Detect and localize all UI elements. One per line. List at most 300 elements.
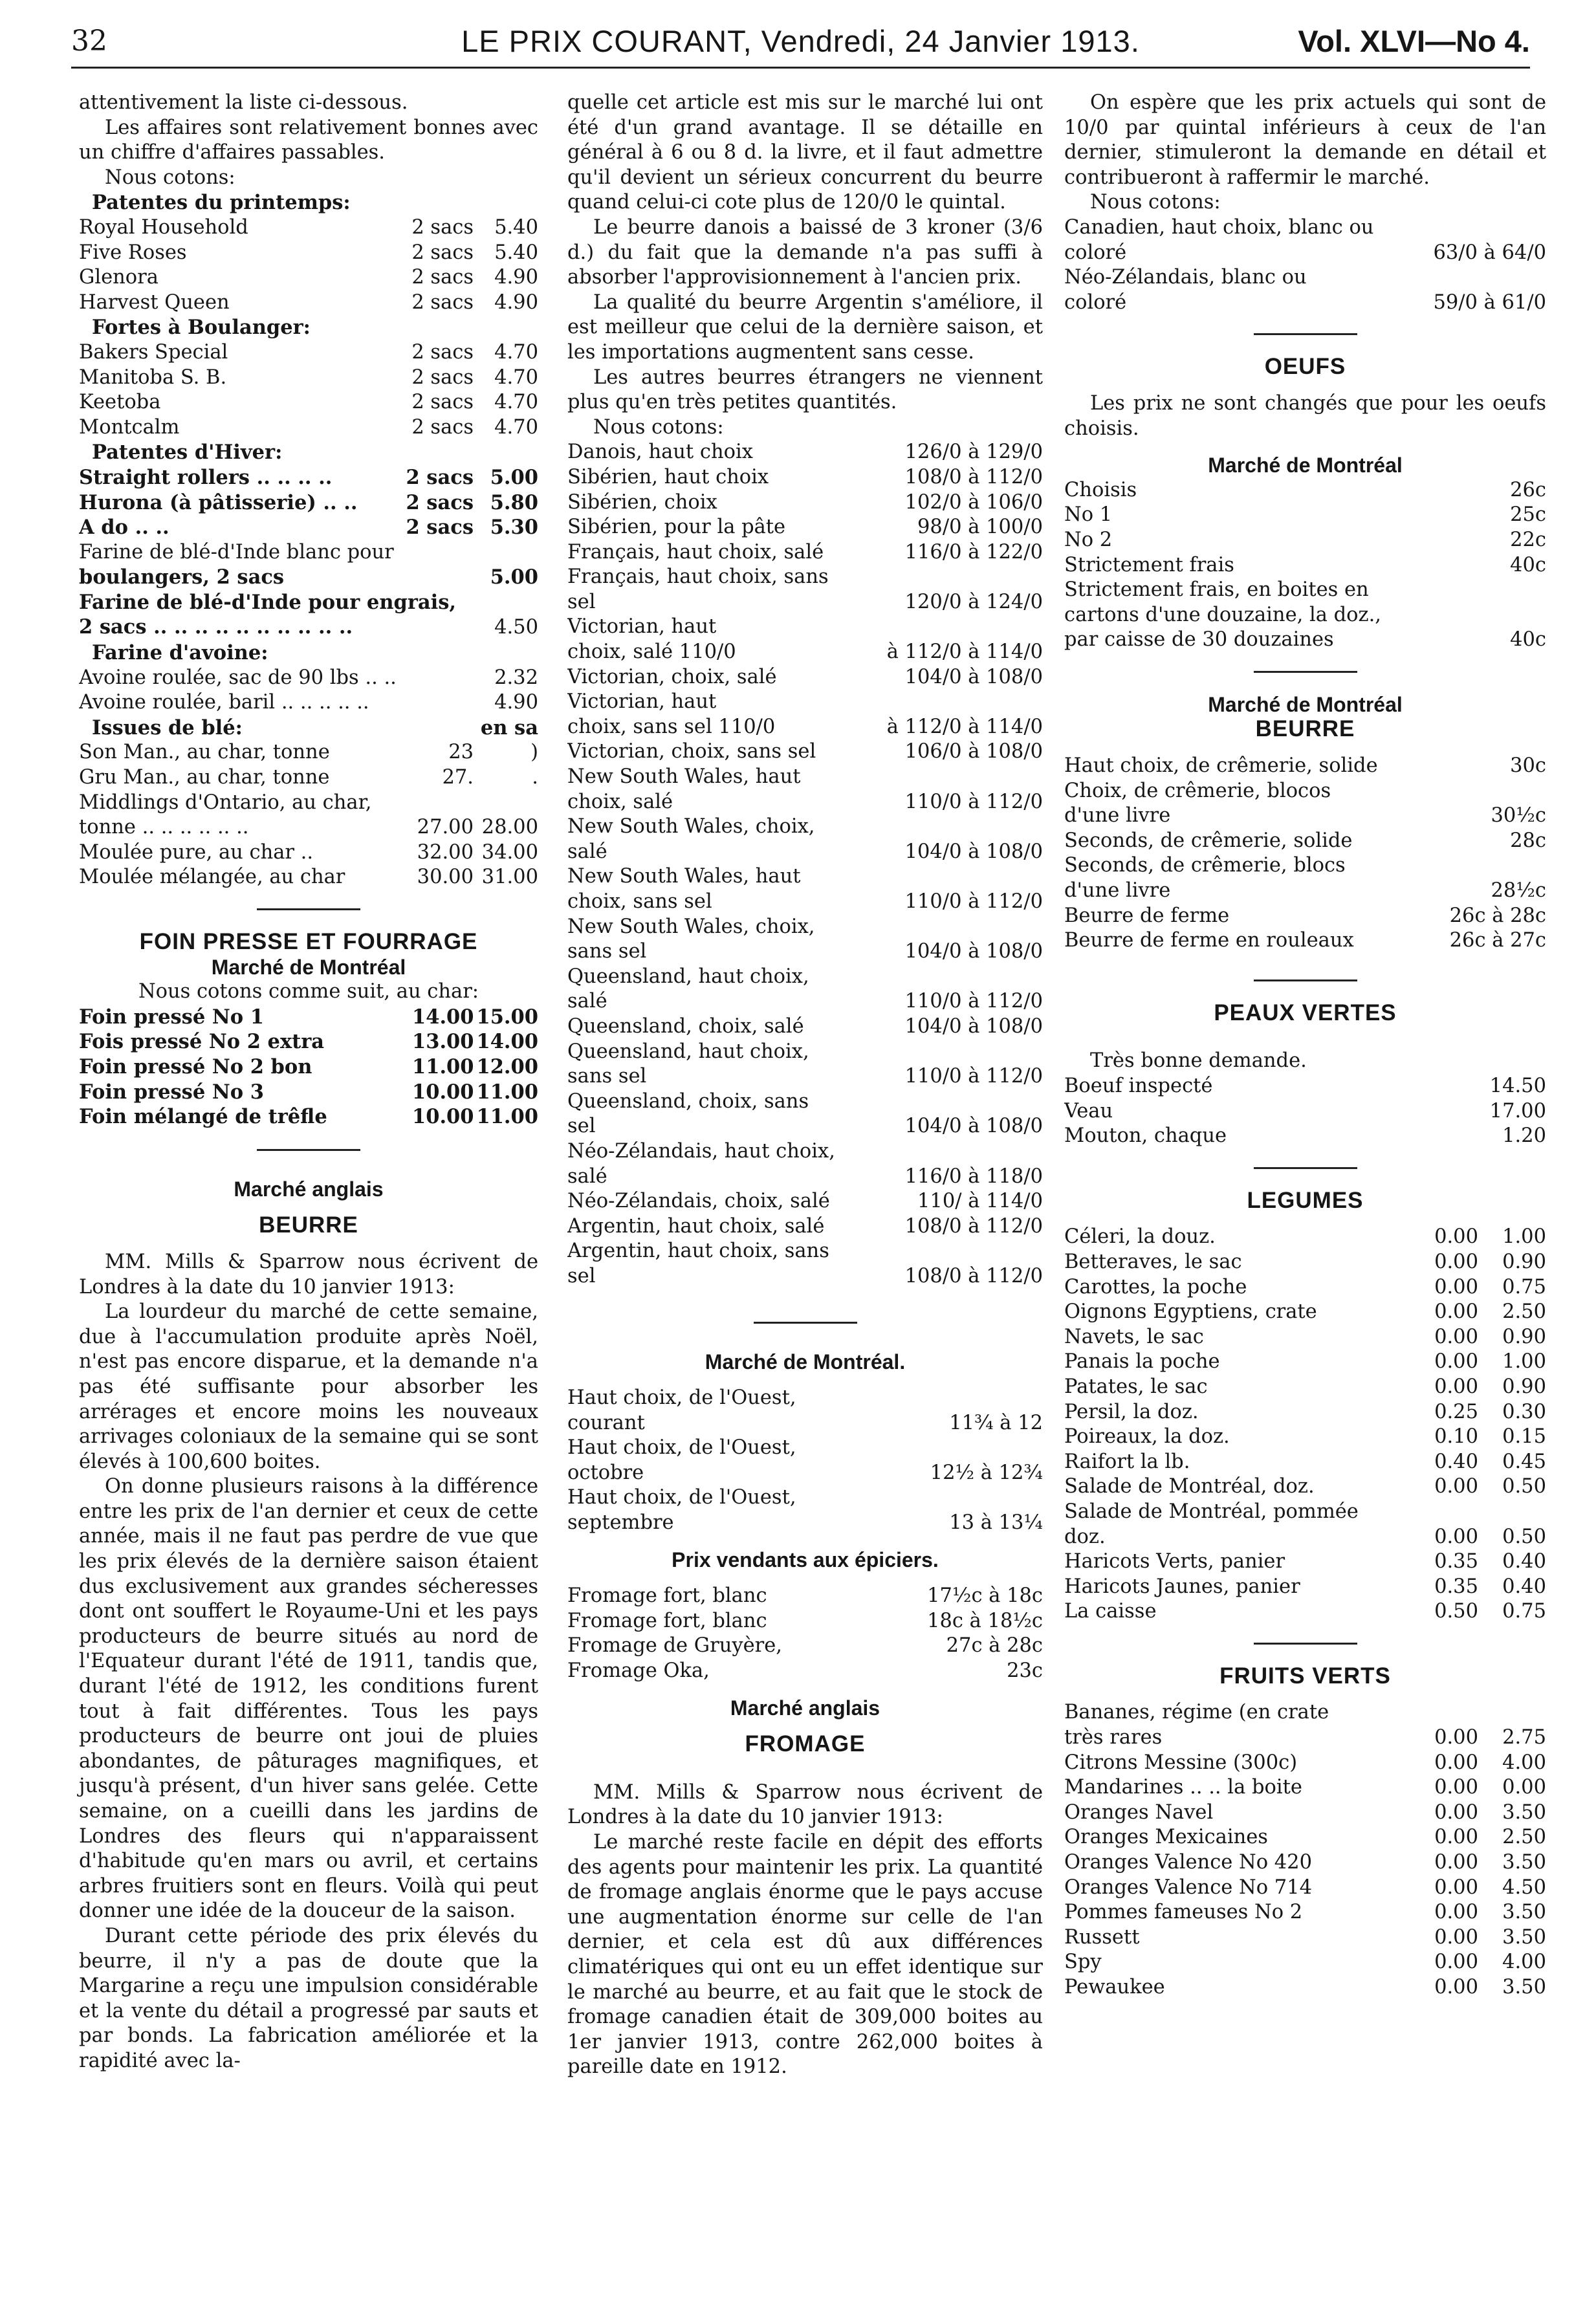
item-name: Avoine roulée, sac de 90 lbs .. .. [79, 666, 397, 689]
column-1 [79, 91, 538, 2074]
item-name: Five Roses [79, 241, 187, 264]
bran-price-list [79, 740, 538, 890]
list-item [1064, 1099, 1546, 1124]
item-price: 4.70 [494, 340, 538, 364]
item-name: Boeuf inspecté [1064, 1075, 1213, 1097]
list-item [567, 989, 1043, 1014]
item-price-low: 0.00 [1434, 1525, 1478, 1548]
item-price-high: 0.00 [1502, 1776, 1546, 1799]
newspaper-title: LE PRIX COURANT, Vendredi, 24 Janvier 1913. [461, 24, 1140, 58]
item-price-low: 0.00 [1434, 1350, 1478, 1373]
list-item [1064, 241, 1546, 266]
list-item [79, 366, 538, 391]
item-name: Salade de Montréal, pommée [1064, 1500, 1359, 1523]
section-heading: FRUITS VERTS [1219, 1663, 1391, 1689]
item-name: Victorian, haut [567, 615, 717, 639]
item-name: Patates, le sac [1064, 1375, 1208, 1398]
item-name: Pewaukee [1064, 1976, 1165, 1998]
list-item [1064, 1350, 1546, 1375]
list-item [1064, 1950, 1546, 1975]
item-name: salé [567, 840, 607, 863]
item-price-low: 30.00 [417, 866, 474, 889]
column-3 [1064, 91, 1546, 2000]
item-price: 40c [1510, 628, 1546, 651]
list-item [1064, 1575, 1546, 1600]
item-name: Keetoba [79, 391, 161, 414]
item-price: 26c à 28c [1449, 904, 1546, 927]
item-price: 26c à 27c [1449, 929, 1546, 952]
list-item [1064, 1500, 1546, 1525]
item-price-high: 0.40 [1502, 1550, 1546, 1573]
divider [257, 1149, 360, 1151]
item-name: Fromage fort, blanc [567, 1609, 767, 1632]
item-price: 5.00 [490, 465, 538, 489]
item-name: Carottes, la poche [1064, 1275, 1247, 1298]
item-price-high: 0.90 [1502, 1250, 1546, 1273]
item-name: Son Man., au char, tonne [79, 741, 330, 764]
item-price: 110/0 à 112/0 [904, 990, 1043, 1013]
item-price: 13 à 13¼ [949, 1511, 1043, 1535]
item-price-low: 0.00 [1434, 1800, 1478, 1824]
item-price-low: 0.50 [1434, 1600, 1478, 1623]
item-name: Haricots Jaunes, panier [1064, 1575, 1300, 1598]
list-item [567, 715, 1043, 740]
list-item [567, 440, 1043, 465]
item-name: courant [567, 1411, 645, 1434]
item-price-low: 10.00 [412, 1105, 474, 1129]
list-item [1064, 1225, 1546, 1250]
item-name: Manitoba S. B. [79, 366, 227, 389]
item-quantity: 2 sacs [411, 340, 474, 364]
list-item [1064, 1725, 1546, 1751]
item-name: Foin pressé No 2 bon [79, 1055, 312, 1078]
item-name: Oranges Valence No 420 [1064, 1851, 1312, 1874]
item-price: 23c [1007, 1659, 1043, 1683]
item-price-low: 27. [442, 766, 474, 789]
section-heading: FROMAGE [745, 1731, 866, 1757]
list-item [1064, 928, 1546, 954]
list-item [1064, 1325, 1546, 1350]
item-price: 98/0 à 100/0 [917, 516, 1043, 539]
item-price-low: 0.10 [1434, 1425, 1478, 1449]
item-name: Persil, la doz. [1064, 1400, 1199, 1423]
item-price: 110/0 à 112/0 [904, 1065, 1043, 1088]
item-name: Hurona (à pâtisserie) .. .. [79, 490, 358, 514]
section-subheading: Marché de Montréal [1208, 692, 1403, 716]
list-item [1064, 1975, 1546, 2000]
item-price: 18c à 18½c [927, 1609, 1043, 1632]
item-name: doz. [1064, 1525, 1106, 1548]
list-item [1064, 829, 1546, 854]
list-item [1064, 528, 1546, 553]
item-price-low: 0.00 [1434, 1776, 1478, 1799]
item-name: Russett [1064, 1925, 1140, 1949]
list-item [1064, 779, 1546, 829]
section-subheading: Patentes du printemps: [92, 191, 351, 215]
item-price-high: 14.00 [476, 1030, 538, 1054]
item-price-low: 0.00 [1434, 1901, 1478, 1924]
item-price-high: 4.00 [1502, 1751, 1546, 1774]
list-item [79, 290, 538, 316]
list-item [1064, 1400, 1546, 1425]
list-item [79, 1029, 538, 1055]
list-item [567, 1584, 1043, 1609]
item-quantity: 2 sacs [411, 366, 474, 389]
item-price: 17.00 [1489, 1099, 1546, 1122]
item-name: Danois, haut choix [567, 441, 753, 464]
item-name: coloré [1064, 241, 1127, 264]
item-price: 22c [1510, 528, 1546, 551]
list-item [79, 740, 538, 765]
list-item [79, 241, 538, 266]
item-price: 104/0 à 108/0 [904, 940, 1043, 963]
list-item [79, 215, 538, 241]
list-item [79, 1005, 538, 1030]
list-item [1064, 1876, 1546, 1901]
list-item [567, 1214, 1043, 1240]
item-price-low: 13.00 [412, 1030, 474, 1054]
item-price: 28c [1510, 829, 1546, 852]
list-item [79, 415, 538, 441]
list-item [79, 690, 538, 716]
item-price-low: 0.35 [1434, 1575, 1478, 1598]
section-heading: OEUFS [1264, 354, 1346, 380]
item-name: New South Wales, choix, [567, 815, 815, 838]
butter-article-continued [567, 91, 1043, 440]
item-price-high: 0.30 [1502, 1400, 1546, 1423]
item-price-high: 0.15 [1502, 1425, 1546, 1449]
item-price-low: 0.00 [1434, 1475, 1478, 1498]
fruits-price-list [1064, 1700, 1546, 2000]
paragraph: Nous cotons: [593, 415, 724, 439]
item-price: 4.90 [494, 290, 538, 314]
paragraph: quelle cet article est mis sur le marché lui ont été d'un grand avantage. Il se détaille en général à 6 ou 8 d. la livre, et il faut admettre qu'il devient un sérieux concurrent du beurre quand celui-ci cote plus de 120/0 le quintal. [567, 91, 1043, 214]
list-item [567, 965, 1043, 990]
item-name: Bakers Special [79, 340, 228, 364]
item-name: Straight rollers .. .. .. .. [79, 465, 333, 489]
item-price: 104/0 à 108/0 [904, 1014, 1043, 1038]
divider [1254, 1643, 1357, 1645]
item-price-low: 10.00 [412, 1080, 474, 1104]
item-name: Canadien, haut choix, blanc ou [1064, 215, 1374, 239]
list-item [567, 1485, 1043, 1511]
item-price-high: 0.50 [1502, 1475, 1546, 1498]
section-subheading: Marché de Montréal [211, 955, 406, 979]
section-heading: BEURRE [1255, 716, 1355, 742]
section-subheading: Patentes d'Hiver: [92, 441, 283, 465]
item-name: coloré [1064, 290, 1127, 314]
item-name: Mandarines .. .. la boite [1064, 1776, 1302, 1799]
item-name: choix, sans sel 110/0 [567, 715, 776, 738]
item-name: Harvest Queen [79, 290, 230, 314]
section-heading: BEURRE [259, 1212, 358, 1238]
item-price: 40c [1510, 553, 1546, 576]
item-price-high: 4.00 [1502, 1951, 1546, 1974]
item-price-high: 0.75 [1502, 1600, 1546, 1623]
item-quantity: 2 sacs [411, 266, 474, 289]
list-item [1064, 1775, 1546, 1800]
item-price-low: 11.00 [412, 1055, 474, 1078]
item-price-high: 0.90 [1502, 1375, 1546, 1398]
item-price: 30½c [1491, 804, 1546, 827]
item-name: salé [567, 990, 607, 1013]
item-name: Français, haut choix, sans [567, 565, 829, 589]
section-subheading: Marché de Montréal. [705, 1350, 906, 1373]
item-name: Veau [1064, 1099, 1113, 1122]
paragraph: On donne plusieurs raisons à la différence entre les prix de l'an dernier et ceux de cette année, mais il ne faut pas perdre de vue que les prix élevés de la dernière saison étaient dus exclusivement aux grandes sécheresses dont ont souffert le Royaume-Uni et les pays producteurs de beurre situés au nord de l'Equateur durant l'été de 1911, tandis que, durant l'été de 1912, les conditions furent tout à fait différentes. Tous les pays producteurs de beurre ont joui de pluies abondantes, de pâturages magnifiques, et jusqu'à présent, d'un hiver sans gelée. Cette semaine, on a cueilli dans les jardins de Londres des fleurs qui n'apparaissent d'habitude qu'en mars ou avril, et certains arbres fruitiers sont en fleurs. Voilà qui peut donner une idée de la douceur de la saison. [79, 1475, 538, 1923]
item-name: Victorian, choix, salé [567, 665, 777, 688]
list-item [79, 340, 538, 366]
paragraph: On espère que les prix actuels qui sont de 10/0 par quintal inférieurs à ceux de l'an dernier, stimuleront la demande en détail et contribueront à raffermir le marché. [1064, 91, 1546, 189]
item-name: Oranges Valence No 714 [1064, 1876, 1312, 1899]
item-name: Avoine roulée, baril .. .. .. .. .. [79, 691, 369, 714]
item-price-high: 15.00 [476, 1005, 538, 1029]
item-name: Oranges Mexicaines [1064, 1826, 1268, 1849]
item-price: 106/0 à 108/0 [904, 740, 1043, 763]
item-price-low: 0.00 [1434, 1976, 1478, 1998]
item-name: Sibérien, choix [567, 490, 717, 514]
list-item [567, 915, 1043, 940]
list-item [1064, 1599, 1546, 1625]
list-item [1064, 904, 1546, 929]
list-item: 2 sacs .. .. .. .. .. .. .. .. .. .. 4.50 [79, 615, 538, 639]
list-item [567, 1239, 1043, 1264]
item-name: New South Wales, haut [567, 765, 801, 789]
list-item [567, 939, 1043, 965]
section-subheading: Fortes à Boulanger: [92, 316, 311, 340]
item-price: 110/ à 114/0 [917, 1190, 1043, 1213]
item-price: 11¾ à 12 [949, 1411, 1043, 1434]
item-quantity: 2 sacs [406, 490, 474, 514]
item-quantity: 2 sacs [411, 290, 474, 314]
item-price-high: 3.50 [1502, 1851, 1546, 1874]
item-name: Glenora [79, 266, 159, 289]
list-item [1064, 1900, 1546, 1925]
list-item [1064, 1425, 1546, 1450]
item-price-high: 2.50 [1502, 1826, 1546, 1849]
list-item [567, 690, 1043, 715]
page-header [71, 19, 1530, 65]
item-name: Seconds, de crêmerie, solide [1064, 829, 1353, 852]
item-name: choix, salé [567, 790, 673, 813]
list-item [1064, 1850, 1546, 1876]
grocers-price-list [567, 1584, 1043, 1683]
item-price-low: 0.00 [1434, 1225, 1478, 1249]
item-name: La caisse [1064, 1600, 1157, 1623]
list-item [567, 864, 1043, 890]
item-name: Céleri, la douz. [1064, 1225, 1216, 1249]
item-price-low: 0.00 [1434, 1826, 1478, 1849]
list-item [79, 666, 538, 691]
item-name: Queensland, haut choix, [567, 1040, 809, 1063]
section-subheading: Farine d'avoine: [92, 641, 268, 665]
paragraph: Le marché reste facile en dépit des efforts des agents pour maintenir les prix. La quantité de fromage anglais énorme que le pays accuse une augmentation énorme sur celle de l'an dernier, et cela est dû aux différences climatériques qui ont eu un effet identique sur le marché au beurre, et au fait que le stock de fromage canadien était de 309,000 boites au 1er janvier 1913, contre 262,000 boites à pareille date en 1912. [567, 1831, 1043, 2079]
item-price-low: 0.00 [1434, 1375, 1478, 1398]
item-name: Victorian, choix, sans sel [567, 740, 816, 763]
item-price-low: 0.00 [1434, 1275, 1478, 1298]
item-name: Néo-Zélandais, blanc ou [1064, 266, 1307, 289]
list-item [567, 1634, 1043, 1659]
list-item [567, 1411, 1043, 1436]
item-price-high: . [532, 766, 538, 789]
item-name: Navets, le sac [1064, 1325, 1204, 1348]
item-price: 5.40 [494, 215, 538, 239]
item-price: 26c [1510, 478, 1546, 501]
cheese-price-list [1064, 215, 1546, 315]
item-price: 28½c [1491, 879, 1546, 903]
item-price-low: 0.00 [1434, 1751, 1478, 1774]
list-item [79, 791, 538, 816]
list-item [1064, 1474, 1546, 1500]
item-price-high: 0.45 [1502, 1450, 1546, 1473]
item-name: No 2 [1064, 528, 1113, 551]
item-price: 27c à 28c [946, 1634, 1043, 1658]
item-price-high: 34.00 [481, 840, 538, 864]
divider [1254, 671, 1357, 673]
flour-price-list [79, 190, 538, 540]
list-item: Farine de blé-d'Inde pour engrais, [79, 590, 457, 614]
item-price-low: 0.00 [1434, 1951, 1478, 1974]
item-price-high: 31.00 [481, 866, 538, 889]
list-item [567, 1040, 1043, 1065]
item-name: Français, haut choix, salé [567, 540, 824, 564]
item-price-high: 3.50 [1502, 1925, 1546, 1949]
paragraph: MM. Mills & Sparrow nous écrivent de Londres à la date du 10 janvier 1913: [79, 1250, 538, 1298]
paragraph: Nous cotons comme suit, au char: [138, 980, 479, 1003]
item-name: Queensland, choix, sans [567, 1089, 809, 1113]
paragraph: Nous cotons: [1090, 191, 1221, 214]
list-item [1064, 1074, 1546, 1099]
item-price-low: 23 [448, 741, 474, 764]
list-item [567, 490, 1043, 516]
section-heading: FOIN PRESSE ET FOURRAGE [139, 929, 478, 954]
item-name: Bananes, régime (en crate [1064, 1701, 1329, 1724]
item-quantity: 2 sacs [411, 391, 474, 414]
item-price-high: 3.50 [1502, 1976, 1546, 1998]
item-quantity: 2 sacs [406, 516, 474, 540]
list-item [1064, 290, 1546, 316]
list-item [567, 1264, 1043, 1289]
list-item [79, 265, 538, 290]
item-price: 108/0 à 112/0 [904, 1264, 1043, 1287]
list-item [567, 840, 1043, 865]
divider [1254, 333, 1357, 335]
item-price-high: 28.00 [481, 816, 538, 839]
list-item [567, 890, 1043, 915]
hay-price-list [79, 1005, 538, 1130]
item-name: Strictement frais [1064, 553, 1234, 576]
item-price-low: 0.35 [1434, 1550, 1478, 1573]
list-item [79, 465, 538, 490]
item-price-high: 11.00 [476, 1080, 538, 1104]
item-name: Beurre de ferme en rouleaux [1064, 929, 1354, 952]
item-name: Middlings d'Ontario, au char, [79, 791, 372, 814]
item-price-high: 2.50 [1502, 1300, 1546, 1324]
item-name: New South Wales, choix, [567, 915, 815, 938]
item-name: Poireaux, la doz. [1064, 1425, 1230, 1449]
divider [1254, 979, 1357, 981]
item-name: Néo-Zélandais, choix, salé [567, 1190, 830, 1213]
divider [257, 908, 360, 910]
paragraph: MM. Mills & Sparrow nous écrivent de Londres à la date du 10 janvier 1913: [567, 1780, 1043, 1829]
list-item [1064, 1700, 1546, 1725]
list-item [567, 765, 1043, 790]
item-price-high: 0.40 [1502, 1575, 1546, 1598]
item-name: choix, sans sel [567, 890, 712, 913]
item-name: Citrons Messine (300c) [1064, 1751, 1298, 1774]
section-subheading: Marché de Montréal [1208, 454, 1403, 477]
item-name: Haut choix, de l'Ouest, [567, 1436, 796, 1460]
item-name: Fromage de Gruyère, [567, 1634, 782, 1658]
divider [1254, 1167, 1357, 1169]
list-item [567, 1461, 1043, 1486]
list-item [567, 1139, 1043, 1165]
item-name: sans sel [567, 940, 647, 963]
list-item [567, 1659, 1043, 1684]
item-price-low: 0.00 [1434, 1851, 1478, 1874]
item-name: choix, salé 110/0 [567, 640, 736, 664]
item-name: A do .. .. [79, 516, 169, 540]
section-subheading: Marché anglais [234, 1177, 384, 1201]
list-item [1064, 1925, 1546, 1951]
paragraph: Les prix ne sont changés que pour les oeufs choisis. [1064, 391, 1546, 440]
item-name: Sibérien, pour la pâte [567, 516, 786, 539]
item-name: Victorian, haut [567, 690, 717, 714]
paragraph: Le beurre danois a baissé de 3 kroner (3/6 d.) du fait que la demande n'a pas suffi à absorber l'approvisionnement à l'ancien prix. [567, 215, 1043, 289]
paragraph: attentivement la liste ci-dessous. [79, 91, 408, 114]
item-price: 108/0 à 112/0 [904, 1214, 1043, 1238]
item-name: Oranges Navel [1064, 1800, 1214, 1824]
item-price: 116/0 à 122/0 [904, 540, 1043, 564]
eggs-price-list [1064, 478, 1546, 653]
column-2 [567, 91, 1043, 2080]
item-price-high: 11.00 [476, 1105, 538, 1129]
item-name: salé [567, 1165, 607, 1188]
page-number: 32 [71, 25, 107, 58]
paragraph: Les affaires sont relativement bonnes avec un chiffre d'affaires passables. [79, 116, 538, 164]
list-item [1064, 553, 1546, 578]
item-price-low: 0.00 [1434, 1300, 1478, 1324]
paragraph: Très bonne demande. [1090, 1049, 1307, 1073]
item-name: Sibérien, haut choix [567, 465, 769, 488]
list-item [567, 815, 1043, 840]
item-name: Fromage fort, blanc [567, 1584, 767, 1608]
list-item [1064, 215, 1546, 241]
item-name: Gru Man., au char, tonne [79, 766, 330, 789]
item-name: Haricots Verts, panier [1064, 1550, 1285, 1573]
list-item [1064, 1275, 1546, 1300]
item-price: 59/0 à 61/0 [1433, 290, 1546, 314]
item-price: 2.32 [494, 666, 538, 689]
list-item [79, 1080, 538, 1105]
list-item [567, 540, 1043, 565]
list-item [567, 615, 1043, 640]
item-price-low: 0.00 [1434, 1726, 1478, 1749]
item-price: 110/0 à 112/0 [904, 890, 1043, 913]
list-item [567, 1064, 1043, 1089]
item-name: Haut choix, de l'Ouest, [567, 1386, 796, 1410]
list-item [79, 1104, 538, 1130]
vegetables-price-list [1064, 1225, 1546, 1625]
item-name: Oignons Egyptiens, crate [1064, 1300, 1317, 1324]
list-item [567, 515, 1043, 540]
item-price: 116/0 à 118/0 [904, 1165, 1043, 1188]
item-price: 17½c à 18c [927, 1584, 1043, 1608]
item-name: Strictement frais, en boites en cartons d'une douzaine, la doz., par caisse de 30 douzaines [1064, 578, 1381, 651]
list-item [79, 765, 538, 791]
list-item [1064, 1525, 1546, 1550]
paragraph: La qualité du beurre Argentin s'améliore, il est meilleur que celui de la dernière saison, et les importations augmentent sans cesse. [567, 290, 1043, 364]
